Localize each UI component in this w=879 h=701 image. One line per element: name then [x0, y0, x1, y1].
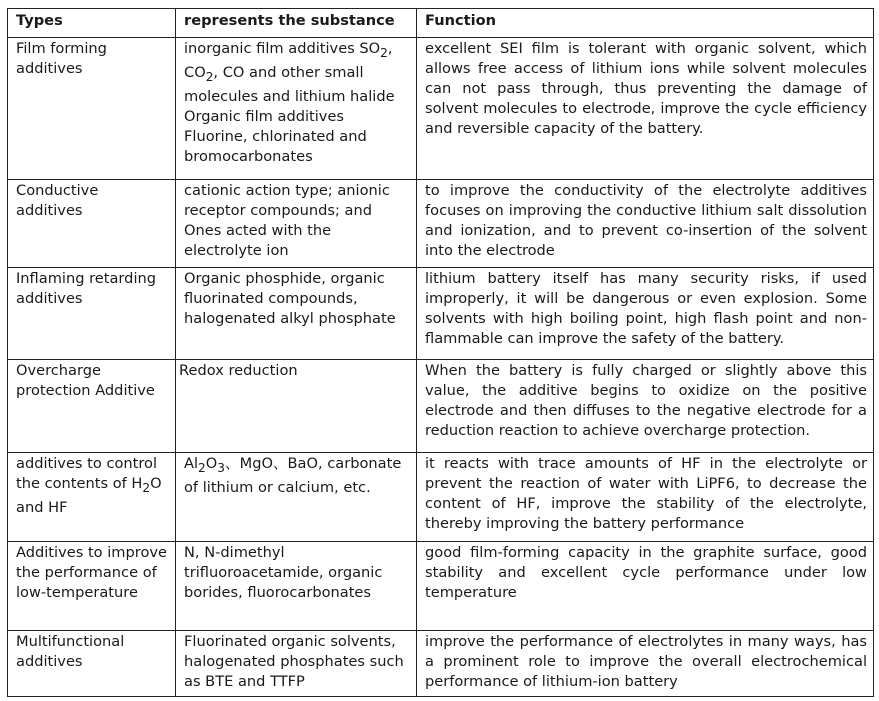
function-cell: lithium battery itself has many security risks, if used improperly, it will be dangerous or even explosion. Some solvents with high boiling point, high flash point and non-flammable can improve the safety of the battery.: [417, 268, 874, 360]
type-cell: Film forming additives: [8, 38, 176, 180]
substance-text: 、MgO、BaO, carbonate of lithium or calcium, etc.: [184, 455, 402, 496]
substance-cell: Fluorinated organic solvents, halogenated phosphates such as BTE and TTFP: [176, 631, 417, 697]
type-cell: Inflaming retarding additives: [8, 268, 176, 360]
header-types: Types: [8, 9, 176, 38]
type-cell: Overcharge protection Additive: [8, 360, 176, 453]
type-cell: [8, 453, 176, 542]
function-cell: good film-forming capacity in the graphite surface, good stability and excellent cycle performance under low temperature: [417, 542, 874, 631]
type-text: additives to control the contents of H: [16, 455, 158, 492]
table-row: [8, 38, 874, 180]
substance-cell: Organic phosphide, organic fluorinated compounds, halogenated alkyl phosphate: [176, 268, 417, 360]
substance-cell: cationic action type; anionic receptor compounds; and Ones acted with the electrolyte ion: [176, 180, 417, 268]
type-cell: Additives to improve the performance of low-temperature: [8, 542, 176, 631]
substance-text: Al: [184, 455, 199, 472]
header-substance: represents the substance: [176, 9, 417, 38]
function-cell: to improve the conductivity of the electrolyte additives focuses on improving the conductive lithium salt dissolution and ionization, and to prevent co-insertion of the solvent into the electrode: [417, 180, 874, 268]
type-text: O and HF: [16, 475, 162, 516]
additives-table: [7, 8, 874, 697]
subscript: 2: [198, 460, 206, 475]
substance-cell: N, N-dimethyl trifluoroacetamide, organic borides, fluorocarbonates: [176, 542, 417, 631]
function-cell: When the battery is fully charged or slightly above this value, the additive begins to oxidize on the positive electrode and then diffuses to the negative electrode for a reduction reaction to achieve overcharge protection.: [417, 360, 874, 453]
type-cell: Multifunctional additives: [8, 631, 176, 697]
table-row: [8, 268, 874, 360]
subscript: 3: [217, 460, 226, 475]
function-cell: excellent SEI film is tolerant with organic solvent, which allows free access of lithium ions while solvent molecules can not pass through, thus preventing the damage of solvent molecules to electrode, improve the cycle efficiency and reversible capacity of the battery.: [417, 38, 874, 180]
substance-text: , CO and other small molecules and lithium halide Organic film additives Fluorine, chlorinated and bromocarbonates: [184, 63, 395, 165]
substance-text: O: [205, 455, 218, 472]
header-function: Function: [417, 9, 874, 38]
substance-text: , CO: [184, 40, 393, 81]
substance-cell: Redox reduction: [176, 360, 417, 453]
function-cell: it reacts with trace amounts of HF in the electrolyte or prevent the reaction of water with LiPF6, to decrease the content of HF, improve the stability of the electrolyte, thereby improving the battery performance: [417, 453, 874, 542]
subscript: 2: [205, 69, 214, 84]
subscript: 2: [142, 480, 151, 495]
substance-cell: [176, 38, 417, 180]
substance-text: inorganic film additives SO: [184, 40, 381, 57]
function-cell: improve the performance of electrolytes in many ways, has a prominent role to improve the overall electrochemical performance of lithium-ion battery: [417, 631, 874, 697]
type-cell: Conductive additives: [8, 180, 176, 268]
table-row: [8, 360, 874, 453]
table-row: [8, 453, 874, 542]
subscript: 2: [380, 45, 388, 60]
substance-cell: [176, 453, 417, 542]
table-row: [8, 631, 874, 697]
header-row: [8, 9, 874, 38]
table-row: [8, 180, 874, 268]
table-row: [8, 542, 874, 631]
